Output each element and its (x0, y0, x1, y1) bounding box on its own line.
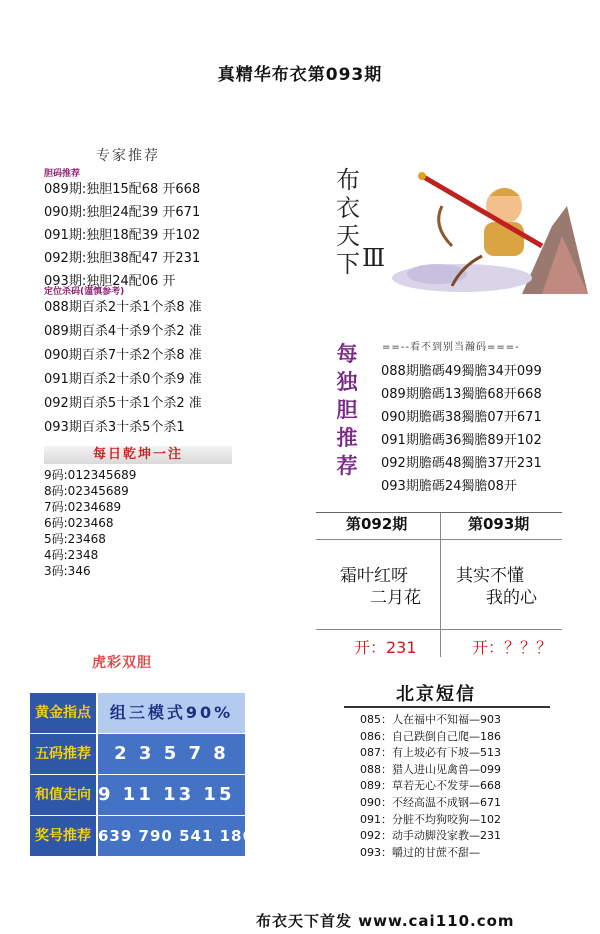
table-divider (440, 513, 441, 657)
list-item: 093：嚼过的甘蔗不甜— (360, 845, 480, 859)
list-item: 089期膽碼13獨膽68开668 (381, 387, 542, 402)
list-item: 088：猎人进山见禽兽—099 (360, 762, 501, 776)
list-item: 090期膽碼38獨膽07开671 (381, 410, 542, 425)
hucai-row-value: 组三模式90% (98, 693, 245, 733)
list-item: 092期百杀5十杀1个杀2 准 (44, 396, 202, 411)
list-item: 089：草若无心不发芽—668 (360, 779, 501, 793)
list-item: 3码:346 (44, 564, 91, 578)
vertical-char: 胆 (336, 397, 358, 422)
list-item: 090期:独胆24配39 开671 (44, 205, 201, 220)
daily-heading-band (44, 446, 232, 464)
right-verse-line2: 我的心 (486, 588, 537, 608)
list-item: 089期百杀4十杀9个杀2 准 (44, 324, 202, 339)
list-item: 091：分脏不均狗咬狗—102 (360, 812, 501, 826)
banner-char: Ⅲ (362, 244, 386, 272)
verse-table (316, 512, 562, 657)
hucai-panel (30, 693, 275, 855)
right-verse-line1: 其实不懂 (456, 566, 524, 586)
hucai-row-label: 五码推荐 (30, 734, 96, 774)
list-item: 5码:23468 (44, 532, 106, 546)
daily-heading: 每日乾坤一注 (92, 447, 183, 462)
dudan-heading: ==--看不到别当瀚码===- (382, 342, 520, 353)
list-item: 8码:02345689 (44, 484, 129, 498)
list-item: 086：自己跌倒自己爬—186 (360, 729, 501, 743)
list-item: 092：动手动脚没家教—231 (360, 829, 501, 843)
banner-illustration (322, 160, 592, 296)
hucai-row-value: 639 790 541 186 (98, 816, 245, 856)
hucai-row-value: 2 3 5 7 8 (98, 734, 245, 774)
expert-heading: 专家推荐 (96, 148, 160, 164)
page-title: 真精华布衣第093期 (217, 65, 383, 85)
banner-char: 下 (336, 250, 360, 278)
vertical-char: 每 (336, 341, 358, 366)
banner-char: 天 (336, 222, 360, 250)
hucai-row-label: 黄金指点 (30, 693, 96, 733)
vertical-char: 独 (336, 369, 358, 394)
daily-codes (44, 467, 136, 579)
banner-char: 布 (336, 166, 360, 194)
vertical-char: 推 (336, 425, 358, 450)
list-item: 093期:独胆24配06 开 (44, 274, 176, 289)
beijing-list (360, 712, 501, 861)
list-item: 091期:独胆18配39 开102 (44, 228, 201, 243)
list-item: 093期膽碼24獨膽08开 (381, 479, 517, 494)
right-period-heading: 第093期 (468, 515, 530, 533)
beijing-divider (344, 706, 550, 708)
list-item: 9码:012345689 (44, 468, 137, 482)
footer-site-link[interactable]: 布衣天下首发 www.cai110.com (256, 912, 515, 930)
list-item: 085：人在福中不知福—903 (360, 713, 501, 726)
beijing-heading: 北京短信 (396, 684, 476, 705)
list-item: 088期百杀2十杀1个杀8 准 (44, 300, 202, 315)
kill-tag: 定位杀码(谨慎参考) (44, 287, 125, 297)
list-item: 092期:独胆38配47 开231 (44, 251, 201, 266)
list-item: 087：有上坡必有下坡—513 (360, 746, 501, 760)
list-item: 092期膽碼48獨膽37开231 (381, 456, 542, 471)
list-item: 088期膽碼49獨膽34开099 (381, 364, 542, 379)
hucai-row-label: 奖号推荐 (30, 816, 96, 856)
list-item: 093期百杀3十杀5个杀1 (44, 420, 185, 435)
banner-char: 衣 (336, 194, 360, 222)
hucai-row-label: 和值走向 (30, 775, 96, 815)
hucai-heading: 虎彩双胆 (92, 655, 152, 671)
list-item: 6码:023468 (44, 516, 114, 530)
list-item: 091期膽碼36獨膽89开102 (381, 433, 542, 448)
right-result: 开：？？？ (472, 638, 553, 657)
list-item: 089期:独胆15配68 开668 (44, 182, 201, 197)
dudan-vertical-title (332, 340, 362, 480)
list-item: 090：不经高温不成钢—671 (360, 795, 501, 809)
monkey-king-icon (392, 166, 588, 294)
danzu-list (44, 178, 200, 293)
left-verse-line2: 二月花 (370, 588, 421, 608)
hucai-row-value: 9 11 13 15 19 (98, 775, 245, 815)
dudan-list (381, 360, 542, 498)
left-result: 开：231 (354, 638, 417, 657)
list-item: 091期百杀2十杀0个杀9 准 (44, 372, 202, 387)
vertical-char: 荐 (336, 453, 358, 478)
left-period-heading: 第092期 (346, 515, 408, 533)
list-item: 4码:2348 (44, 548, 99, 562)
kill-list (44, 296, 202, 440)
list-item: 090期百杀7十杀2个杀8 准 (44, 348, 202, 363)
danzu-tag: 胆码推荐 (44, 169, 81, 179)
list-item: 7码:0234689 (44, 500, 122, 514)
table-divider (316, 539, 562, 540)
table-divider (316, 629, 562, 630)
left-verse-line1: 霜叶红呀 (340, 566, 408, 586)
